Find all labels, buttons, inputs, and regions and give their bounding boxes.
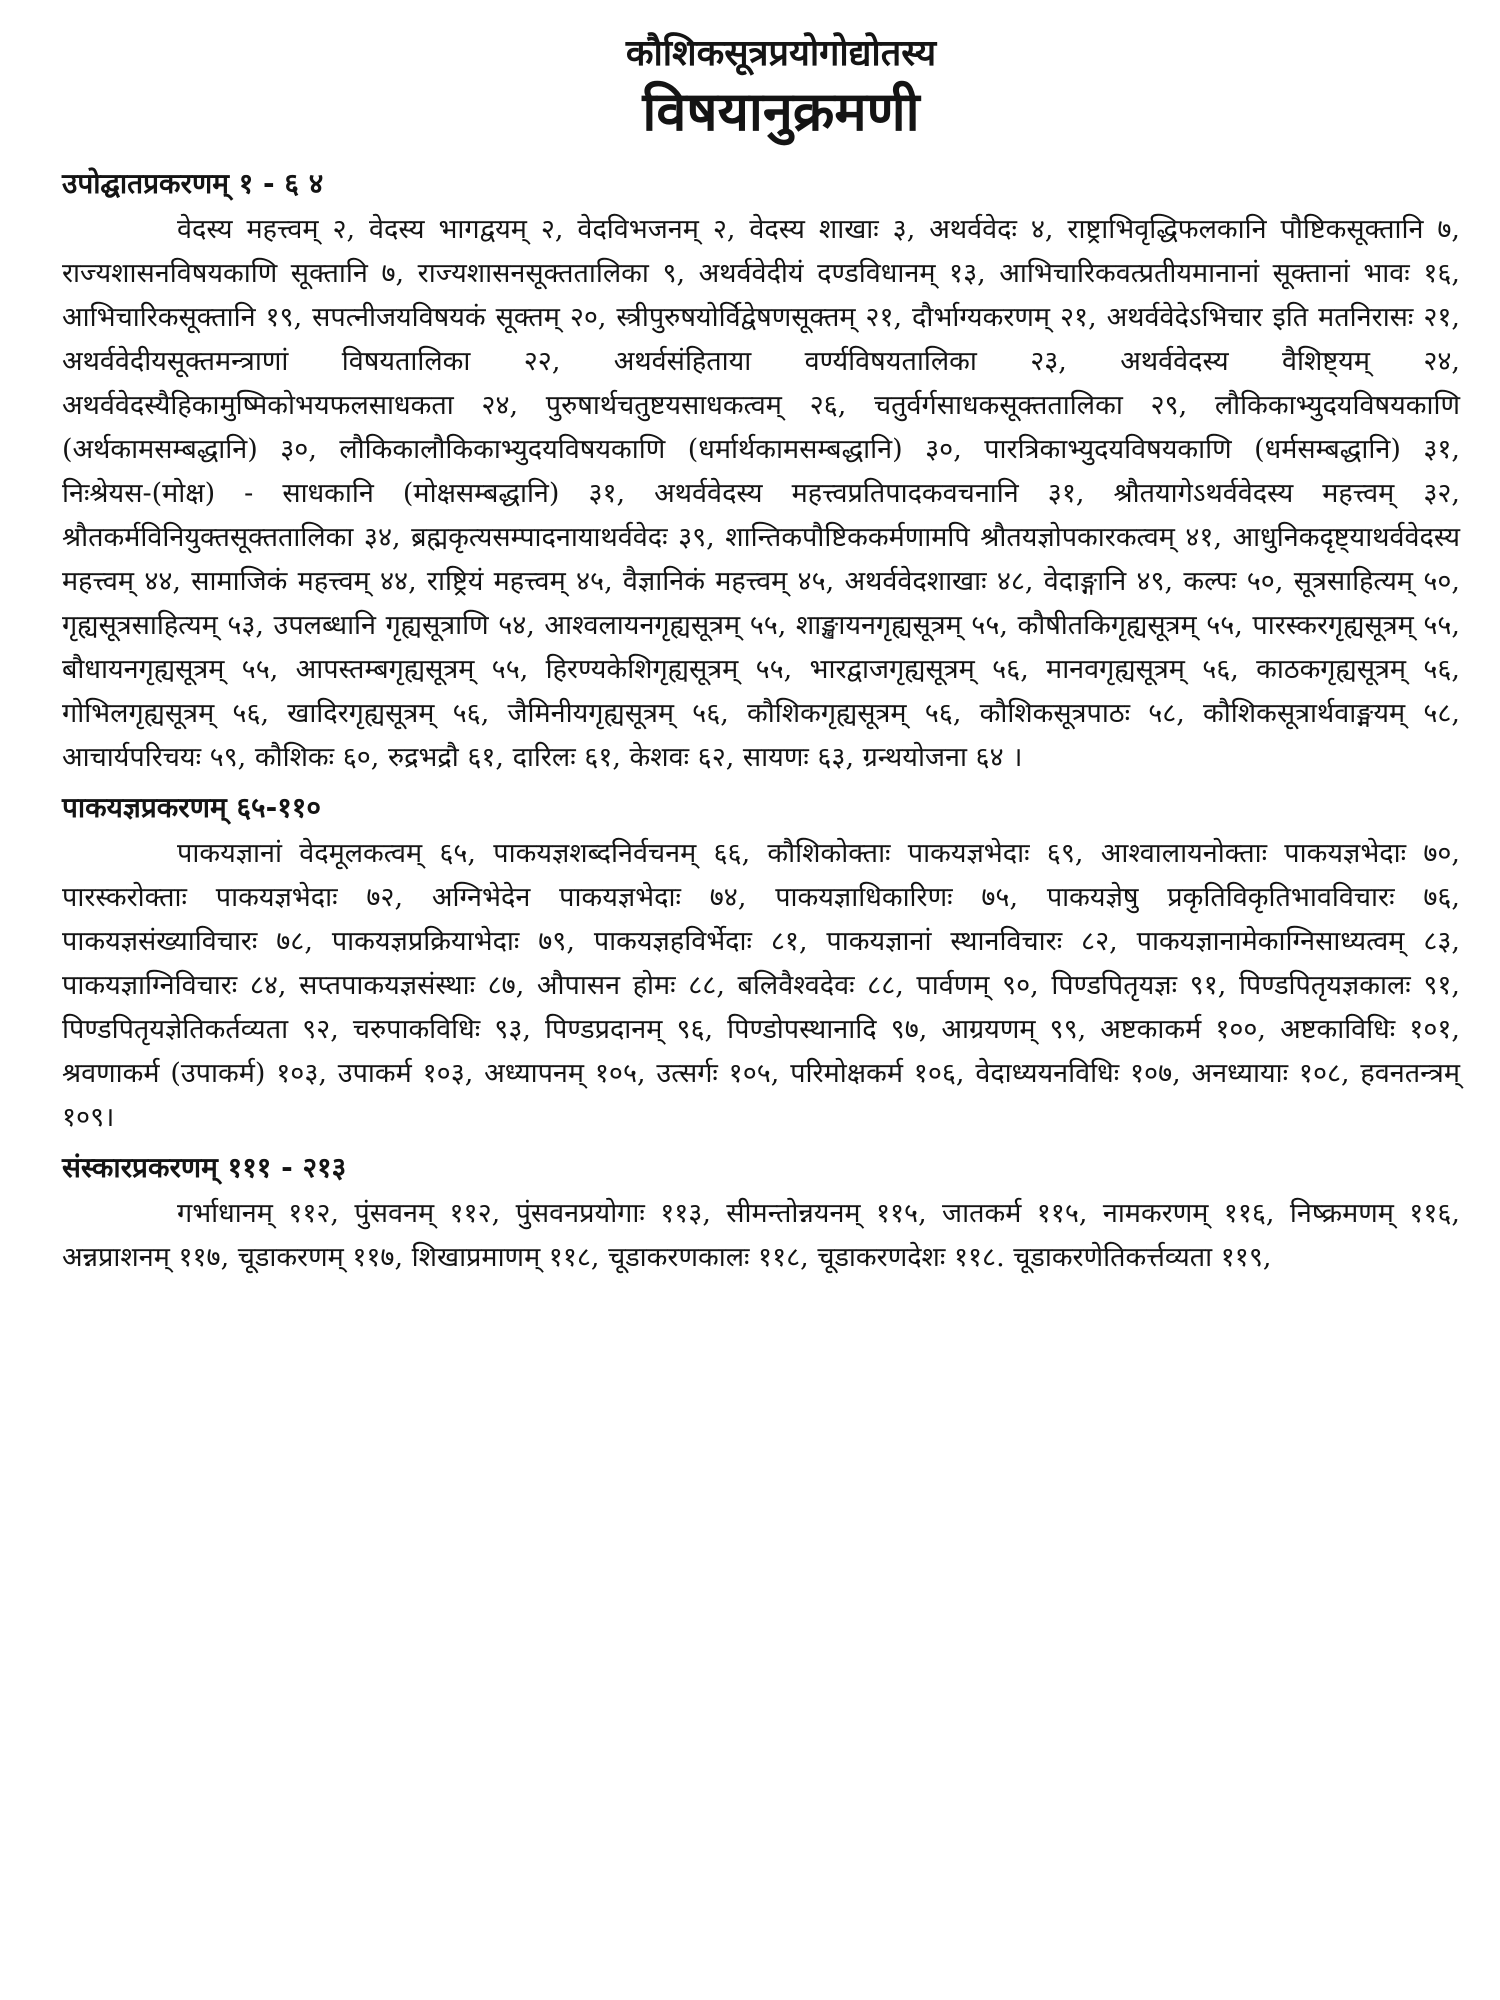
section-body: पाकयज्ञानां वेदमूलकत्वम् ६५, पाकयज्ञशब्दनिर्वचनम् ६६, कौशिकोक्ताः पाकयज्ञभेदाः ६९, आश्वालायनोक्ताः पाकयज्ञभेदाः ७०, पारस्करोक्ताः पाकयज्ञभेदाः ७२, अग्निभेदेन पाकयज्ञभेदाः ७४, पाकयज्ञाधिकारिणः ७५, पाकयज्ञेषु प्रकृतिविकृतिभावविचारः ७६, पाकयज्ञसंख्याविचारः ७८, पाकयज्ञप्रक्रियाभेदाः ७९, पाकयज्ञहविर्भेदाः ८१, पाकयज्ञानां स्थानविचारः ८२, पाकयज्ञानामेकाग्निसाध्यत्वम् ८३, पाकयज्ञाग्निविचारः ८४, सप्तपाकयज्ञसंस्थाः ८७, औपासन होमः ८८, बलिवैश्वदेवः ८८, पार्वणम् ९०, पिण्डपितृयज्ञः ९१, पिण्डपितृयज्ञकालः ९१, पिण्डपितृयज्ञेतिकर्तव्यता ९२, चरुपाकविधिः ९३, पिण्डप्रदानम् ९६, पिण्डोपस्थानादि ९७, आग्रयणम् ९९, अष्टकाकर्म १००, अष्टकाविधिः १०१, श्रवणाकर्म (उपाकर्म) १०३, उपाकर्म १०३, अध्यापनम् १०५, उत्सर्गः १०५, परिमोक्षकर्म १०६, वेदाध्ययनविधिः १०७, अनध्यायाः १०८, हवनतन्त्रम् १०९। — [62, 838, 1460, 1133]
section-body: वेदस्य महत्त्वम् २, वेदस्य भागद्वयम् २, वेदविभजनम् २, वेदस्य शाखाः ३, अथर्ववेदः ४, राष्ट्राभिवृद्धिफलकानि पौष्टिकसूक्तानि ७, राज्यशासनविषयकाणि सूक्तानि ७, राज्यशासनसूक्ततालिका ९, अथर्ववेदीयं दण्डविधानम् १३, आभिचारिकवत्प्रतीयमानानां सूक्तानां भावः १६, आभिचारिकसूक्तानि १९, सपत्नीजयविषयकं सूक्तम् २०, स्त्रीपुरुषयोर्विद्वेषणसूक्तम् २१, दौर्भाग्यकरणम् २१, अथर्ववेदेऽभिचार इति मतनिरासः २१, अथर्ववेदीयसूक्तमन्त्राणां विषयतालिका २२, अथर्वसंहिताया वर्ण्यविषयतालिका २३, अथर्ववेदस्य वैशिष्ट्यम् २४, अथर्ववेदस्यैहिकामुष्मिकोभयफलसाधकता २४, पुरुषार्थचतुष्टयसाधकत्वम् २६, चतुर्वर्गसाधकसूक्ततालिका २९, लौकिकाभ्युदयविषयकाणि (अर्थकामसम्बद्धानि) ३०, लौकिकालौकिकाभ्युदयविषयकाणि (धर्मार्थकामसम्बद्धानि) ३०, पारत्रिकाभ्युदयविषयकाणि (धर्मसम्बद्धानि) ३१, निःश्रेयस-(मोक्ष) - साधकानि (मोक्षसम्बद्धानि) ३१, अथर्ववेदस्य महत्त्वप्रतिपादकवचनानि ३१, श्रौतयागेऽथर्ववेदस्य महत्त्वम् ३२, श्रौतकर्मविनियुक्तसूक्ततालिका ३४, ब्रह्मकृत्यसम्पादनायाथर्ववेदः ३९, शान्तिकपौष्टिककर्मणामपि श्रौतयज्ञोपकारकत्वम् ४१, आधुनिकदृष्ट्याथर्ववेदस्य महत्त्वम् ४४, सामाजिकं महत्त्वम् ४४, राष्ट्रियं महत्त्वम् ४५, वैज्ञानिकं महत्त्वम् ४५, अथर्ववेदशाखाः ४८, वेदाङ्गानि ४९, कल्पः ५०, सूत्रसाहित्यम् ५०, गृह्यसूत्रसाहित्यम् ५३, उपलब्धानि गृह्यसूत्राणि ५४, आश्वलायनगृह्यसूत्रम् ५५, शाङ्खायनगृह्यसूत्रम् ५५, कौषीतकिगृह्यसूत्रम् ५५, पारस्करगृह्यसूत्रम् ५५, बौधायनगृह्यसूत्रम् ५५, आपस्तम्बगृह्यसूत्रम् ५५, हिरण्यकेशिगृह्यसूत्रम् ५५, भारद्वाजगृह्यसूत्रम् ५६, मानवगृह्यसूत्रम् ५६, काठकगृह्यसूत्रम् ५६, गोभिलगृह्यसूत्रम् ५६, खादिरगृह्यसूत्रम् ५६, जैमिनीयगृह्यसूत्रम् ५६, कौशिकगृह्यसूत्रम् ५६, कौशिकसूत्रपाठः ५८, कौशिकसूत्रार्थवाङ्मयम् ५८, आचार्यपरिचयः ५९, कौशिकः ६०, रुद्रभद्रौ ६१, दारिलः ६१, केशवः ६२, सायणः ६३, ग्रन्थयोजना ६४ । — [62, 214, 1460, 773]
section-body: गर्भाधानम् ११२, पुंसवनम् ११२, पुंसवनप्रयोगाः ११३, सीमन्तोन्नयनम् ११५, जातकर्म ११५, नामकरणम् ११६, निष्क्रमणम् ११६, अन्नप्राशनम् ११७, चूडाकरणम् ११७, शिखाप्रमाणम् ११८, चूडाकरणकालः ११८, चूडाकरणदेशः ११८. चूडाकरणेतिकर्त्तव्यता ११९, — [62, 1198, 1460, 1273]
section-heading: संस्कारप्रकरणम् १११ - २१३ — [62, 1151, 347, 1184]
document-title: विषयानुक्रमणी — [642, 80, 920, 143]
document-subtitle: कौशिकसूत्रप्रयोगोद्योतस्य — [625, 33, 937, 74]
section-heading: उपोद्घातप्रकरणम् १ - ६ ४ — [62, 167, 324, 200]
document-header — [62, 30, 1460, 146]
section-upodghata — [62, 164, 1460, 780]
section-heading: पाकयज्ञप्रकरणम् ६५-११० — [62, 791, 321, 824]
section-pakayajna — [62, 788, 1460, 1140]
section-samskara — [62, 1148, 1460, 1280]
